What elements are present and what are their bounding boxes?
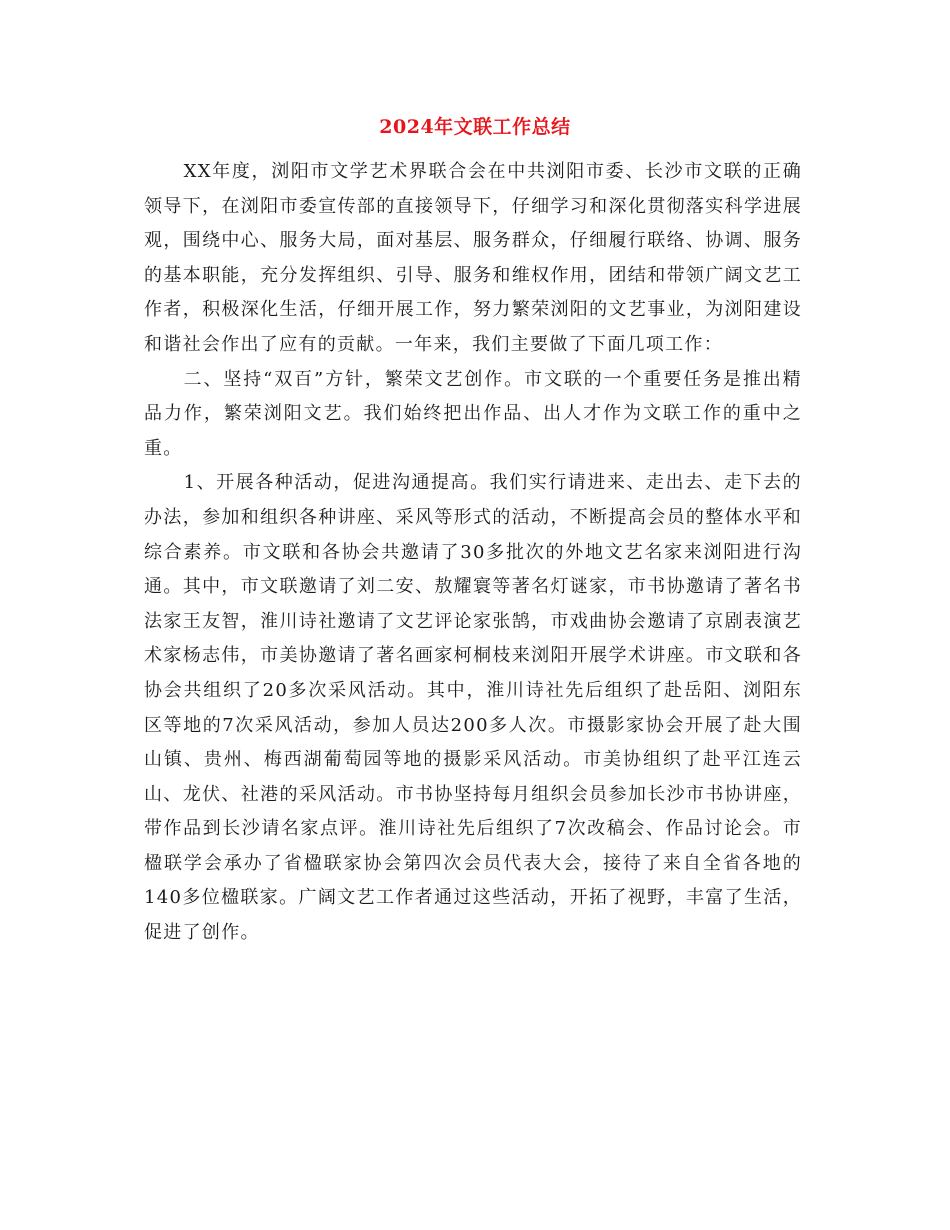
document-body	[144, 155, 802, 951]
paragraph-intro: XX年度，浏阳市文学艺术界联合会在中共浏阳市委、长沙市文联的正确领导下，在浏阳市委宣传部的直接领导下，仔细学习和深化贯彻落实科学进展观，围绕中心、服务大局，面对基层、服务群众，仔细履行联络、协调、服务的基本职能，充分发挥组织、引导、服务和维权作用，团结和带领广阔文艺工作者，积极深化生活，仔细开展工作，努力繁荣浏阳的文艺事业，为浏阳建设和谐社会作出了应有的贡献。一年来，我们主要做了下面几项工作：	[144, 161, 802, 355]
paragraph-section-two: 二、坚持“双百”方针，繁荣文艺创作。市文联的一个重要任务是推出精品力作，繁荣浏阳文艺。我们始终把出作品、出人才作为文联工作的重中之重。	[144, 368, 802, 459]
document-title: 2024年文联工作总结	[379, 116, 571, 138]
paragraph-activities: 1、开展各种活动，促进沟通提高。我们实行请进来、走出去、走下去的办法，参加和组织各种讲座、采风等形式的活动，不断提高会员的整体水平和综合素养。市文联和各协会共邀请了30多批次的外地文艺名家来浏阳进行沟通。其中，市文联邀请了刘二安、敖耀寰等著名灯谜家，市书协邀请了著名书法家王友智，淮川诗社邀请了文艺评论家张鹄，市戏曲协会邀请了京剧表演艺术家杨志伟，市美协邀请了著名画家柯桐枝来浏阳开展学术讲座。市文联和各协会共组织了20多次采风活动。其中，淮川诗社先后组织了赴岳阳、浏阳东区等地的7次采风活动，参加人员达200多人次。市摄影家协会开展了赴大围山镇、贵州、梅西湖葡萄园等地的摄影采风活动。市美协组织了赴平江连云山、龙伏、社港的采风活动。市书协坚持每月组织会员参加长沙市书协讲座，带作品到长沙请名家点评。淮川诗社先后组织了7次改稿会、作品讨论会。市楹联学会承办了省楹联家协会第四次会员代表大会，接待了来自全省各地的140多位楹联家。广阔文艺工作者通过这些活动，开拓了视野，丰富了生活，促进了创作。	[144, 472, 802, 944]
